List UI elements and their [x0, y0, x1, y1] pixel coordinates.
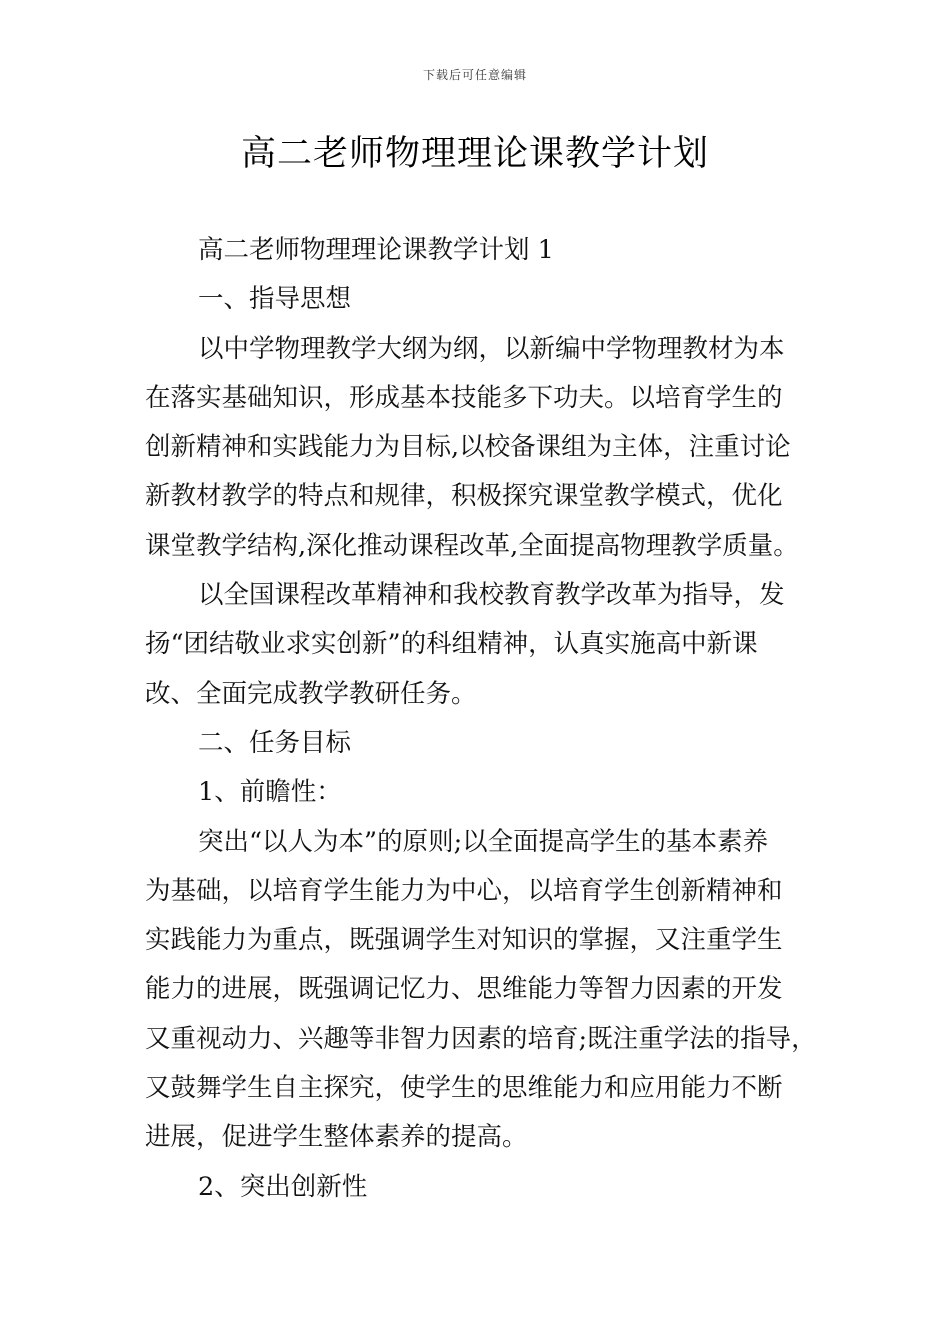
text-line: 又重视动力、兴趣等非智力因素的培育;既注重学法的指导， — [145, 1023, 817, 1054]
text-line: 又鼓舞学生自主探究，使学生的思维能力和应用能力不断 — [145, 1073, 783, 1104]
text-line: 2、突出创新性 — [198, 1171, 368, 1202]
text-line: 1、前瞻性： — [198, 777, 342, 808]
text-line: 二、任务目标 — [198, 727, 352, 758]
text-line: 新教材教学的特点和规律，积极探究课堂教学模式，优化 — [145, 481, 783, 512]
text-line: 进展，促进学生整体素养的提高。 — [145, 1122, 528, 1153]
text-line: 在落实基础知识，形成基本技能多下功夫。以培育学生的 — [145, 382, 783, 413]
text-line: 实践能力为重点，既强调学生对知识的掌握，又注重学生 — [145, 925, 783, 956]
text-line: 以中学物理教学大纲为纲，以新编中学物理教材为本 — [198, 333, 785, 364]
text-line: 创新精神和实践能力为目标,以校备课组为主体，注重讨论 — [145, 432, 791, 463]
document-title: 高二老师物理理论课教学计划 — [240, 134, 709, 174]
text-line: 扬“团结敬业求实创新”的科组精神，认真实施高中新课 — [145, 629, 758, 660]
text-line: 能力的进展，既强调记忆力、思维能力等智力因素的开发 — [145, 974, 783, 1005]
text-line: 高二老师物理理论课教学计划 1 — [198, 235, 554, 265]
text-line: 一、指导思想 — [198, 284, 352, 315]
text-line: 以全国课程改革精神和我校教育教学改革为指导，发 — [198, 580, 785, 611]
header-note: 下载后可任意编辑 — [422, 68, 527, 82]
text-line: 为基础，以培育学生能力为中心，以培育学生创新精神和 — [145, 875, 783, 906]
document-body — [145, 226, 817, 1212]
text-line: 突出“以人为本”的原则;以全面提高学生的基本素养 — [198, 826, 769, 857]
text-line: 改、全面完成教学教研任务。 — [145, 678, 477, 709]
text-line: 课堂教学结构,深化推动课程改革,全面提高物理教学质量。 — [145, 530, 799, 561]
